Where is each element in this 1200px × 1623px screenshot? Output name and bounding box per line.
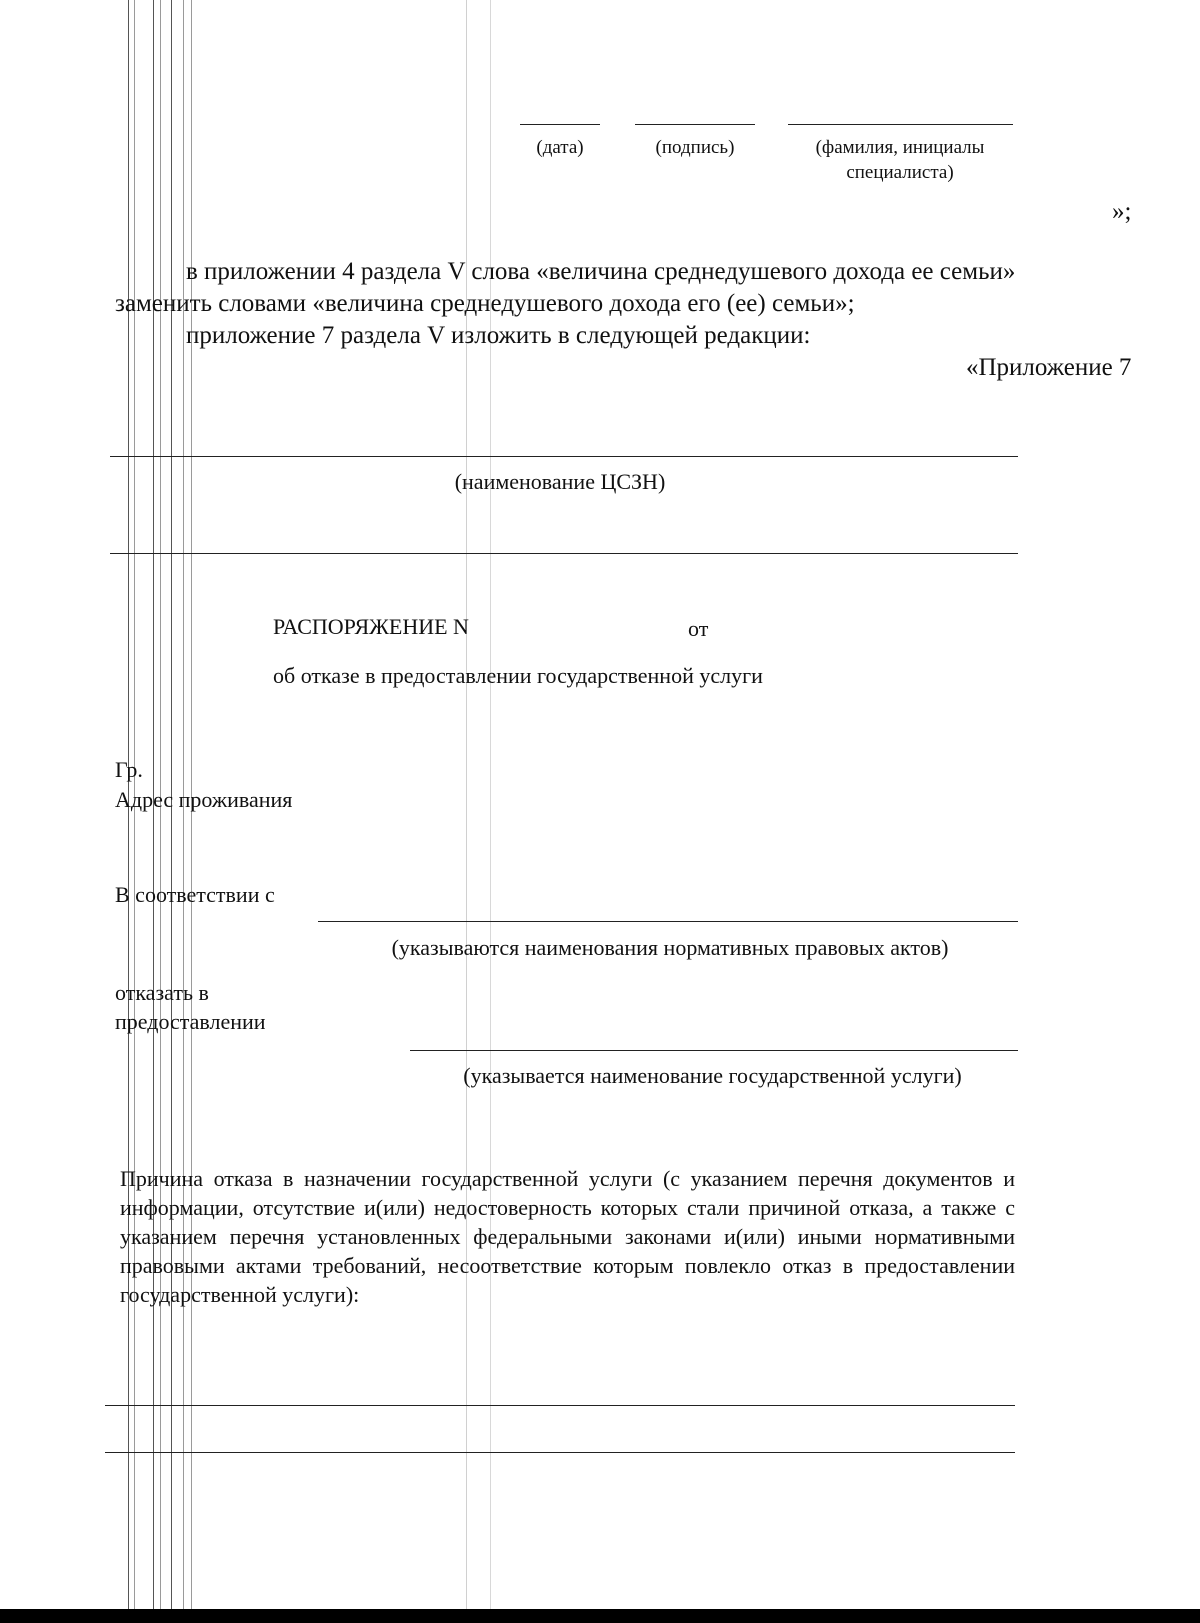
- refuse-label-line2: предоставлении: [115, 1009, 266, 1034]
- signature-line: [635, 124, 755, 125]
- scan-streak: [466, 0, 467, 1623]
- closing-quote: »;: [1112, 198, 1132, 225]
- amendment-para1-line2: заменить словами «величина среднедушевого дохода его (ее) семьи»;: [115, 290, 855, 317]
- address-label: Адрес проживания: [115, 787, 293, 812]
- csn-second-line: [110, 553, 1018, 554]
- reason-line-1: [105, 1405, 1015, 1406]
- scan-streak: [490, 0, 491, 1623]
- citizen-label: Гр.: [115, 757, 143, 782]
- date-caption: (дата): [536, 137, 584, 158]
- csn-caption: (наименование ЦСЗН): [454, 469, 666, 494]
- refuse-label-line1: отказать в: [115, 980, 209, 1005]
- signature-caption: (подпись): [655, 137, 735, 158]
- service-line: [410, 1050, 1018, 1051]
- appendix-label: «Приложение 7: [966, 354, 1132, 381]
- acts-caption: (указываются наименования нормативных правовых актов): [391, 935, 949, 960]
- order-subtitle: об отказе в предоставлении государственной услуги: [273, 663, 763, 688]
- amendment-para1-line1: в приложении 4 раздела V слова «величина среднедушевого дохода ее семьи»: [186, 258, 1016, 285]
- order-from: от: [688, 616, 709, 641]
- csn-line: [110, 456, 1018, 457]
- date-line: [520, 124, 600, 125]
- scan-border: [0, 1609, 1200, 1623]
- order-title: РАСПОРЯЖЕНИЕ N: [273, 614, 469, 639]
- name-caption-line1: (фамилия, инициалы: [815, 137, 985, 158]
- acts-line: [318, 921, 1018, 922]
- reason-line-2: [105, 1452, 1015, 1453]
- reason-paragraph: Причина отказа в назначении государственной услуги (с указанием перечня документов и информации, отсутствие и(или) недостоверность которых стали причиной отказа, а также с указанием перечня установленных федеральными законами и(или) иными нормативными правовыми актами требований, несоответствие которым повлекло отказ в предоставлении государственной услуги):: [120, 1166, 1015, 1307]
- name-caption-line2: специалиста): [846, 162, 954, 183]
- name-line: [788, 124, 1013, 125]
- amendment-para2: приложение 7 раздела V изложить в следующей редакции:: [186, 322, 811, 349]
- accordance-label: В соответствии с: [115, 882, 275, 907]
- service-caption: (указывается наименование государственной услуги): [463, 1063, 962, 1088]
